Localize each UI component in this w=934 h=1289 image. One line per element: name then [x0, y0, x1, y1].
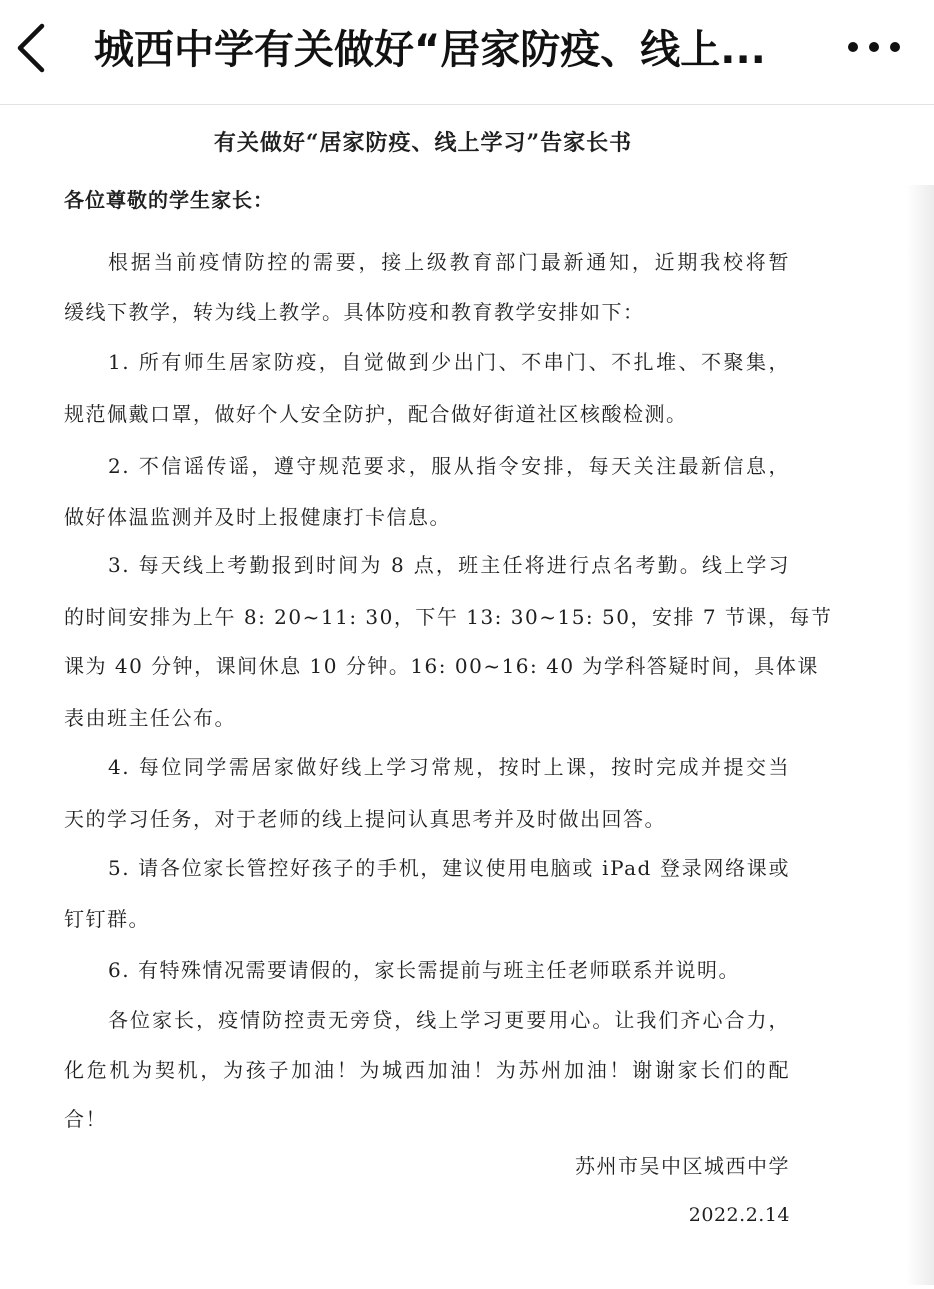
top-nav-bar: [0, 0, 934, 105]
letter-line: 1. 所有师生居家防疫，自觉做到少出门、不串门、不扎堆、不聚集，: [108, 350, 790, 374]
letter-line: 合！: [64, 1107, 107, 1131]
letter-line: 表由班主任公布。: [64, 706, 236, 730]
letter-line: 2. 不信谣传谣，遵守规范要求，服从指令安排，每天关注最新信息，: [108, 454, 790, 478]
page-edge-shadow: [906, 185, 934, 1285]
letter-line: 3. 每天线上考勤报到时间为 8 点，班主任将进行点名考勤。线上学习: [108, 553, 790, 577]
letter-line: 规范佩戴口罩，做好个人安全防护，配合做好街道社区核酸检测。: [64, 402, 688, 426]
more-horizontal-icon: [846, 41, 902, 53]
more-options-button[interactable]: [836, 22, 912, 72]
letter-line: 课为 40 分钟，课间休息 10 分钟。16: 00~16: 40 为学科答疑时间，具体课: [64, 654, 819, 678]
letter-salutation: 各位尊敬的学生家长：: [64, 188, 274, 212]
letter-line: 6. 有特殊情况需要请假的，家长需提前与班主任老师联系并说明。: [108, 958, 740, 982]
letter-line: 缓线下教学，转为线上教学。具体防疫和教育教学安排如下：: [64, 300, 645, 324]
letter-line: 各位家长，疫情防控责无旁贷，线上学习更要用心。让我们齐心合力，: [108, 1008, 790, 1032]
letter-line: 做好体温监测并及时上报健康打卡信息。: [64, 505, 451, 529]
letter-line: 天的学习任务，对于老师的线上提问认真思考并及时做出回答。: [64, 807, 666, 831]
article-content: [0, 105, 934, 1289]
letter-title: 有关做好“居家防疫、线上学习”告家长书: [213, 130, 633, 156]
letter-date: 2022.2.14: [688, 1204, 790, 1226]
chevron-left-icon: [14, 22, 48, 74]
letter-line: 5. 请各位家长管控好孩子的手机，建议使用电脑或 iPad 登录网络课或: [108, 856, 790, 880]
letter-line: 的时间安排为上午 8: 20~11: 30，下午 13: 30~15: 50，安排 7 节课，每节: [64, 605, 833, 629]
letter-signature: 苏州市吴中区城西中学: [575, 1154, 790, 1178]
letter-line: 4. 每位同学需居家做好线上学习常规，按时上课，按时完成并提交当: [108, 755, 790, 779]
back-button[interactable]: [0, 12, 62, 84]
letter-line: 根据当前疫情防控的需要，接上级教育部门最新通知，近期我校将暂: [108, 250, 790, 274]
page-title: 城西中学有关做好“居家防疫、线上...: [94, 27, 766, 73]
letter-line: 钉钉群。: [64, 907, 150, 931]
letter-line: 化危机为契机，为孩子加油！为城西加油！为苏州加油！谢谢家长们的配: [64, 1058, 790, 1082]
